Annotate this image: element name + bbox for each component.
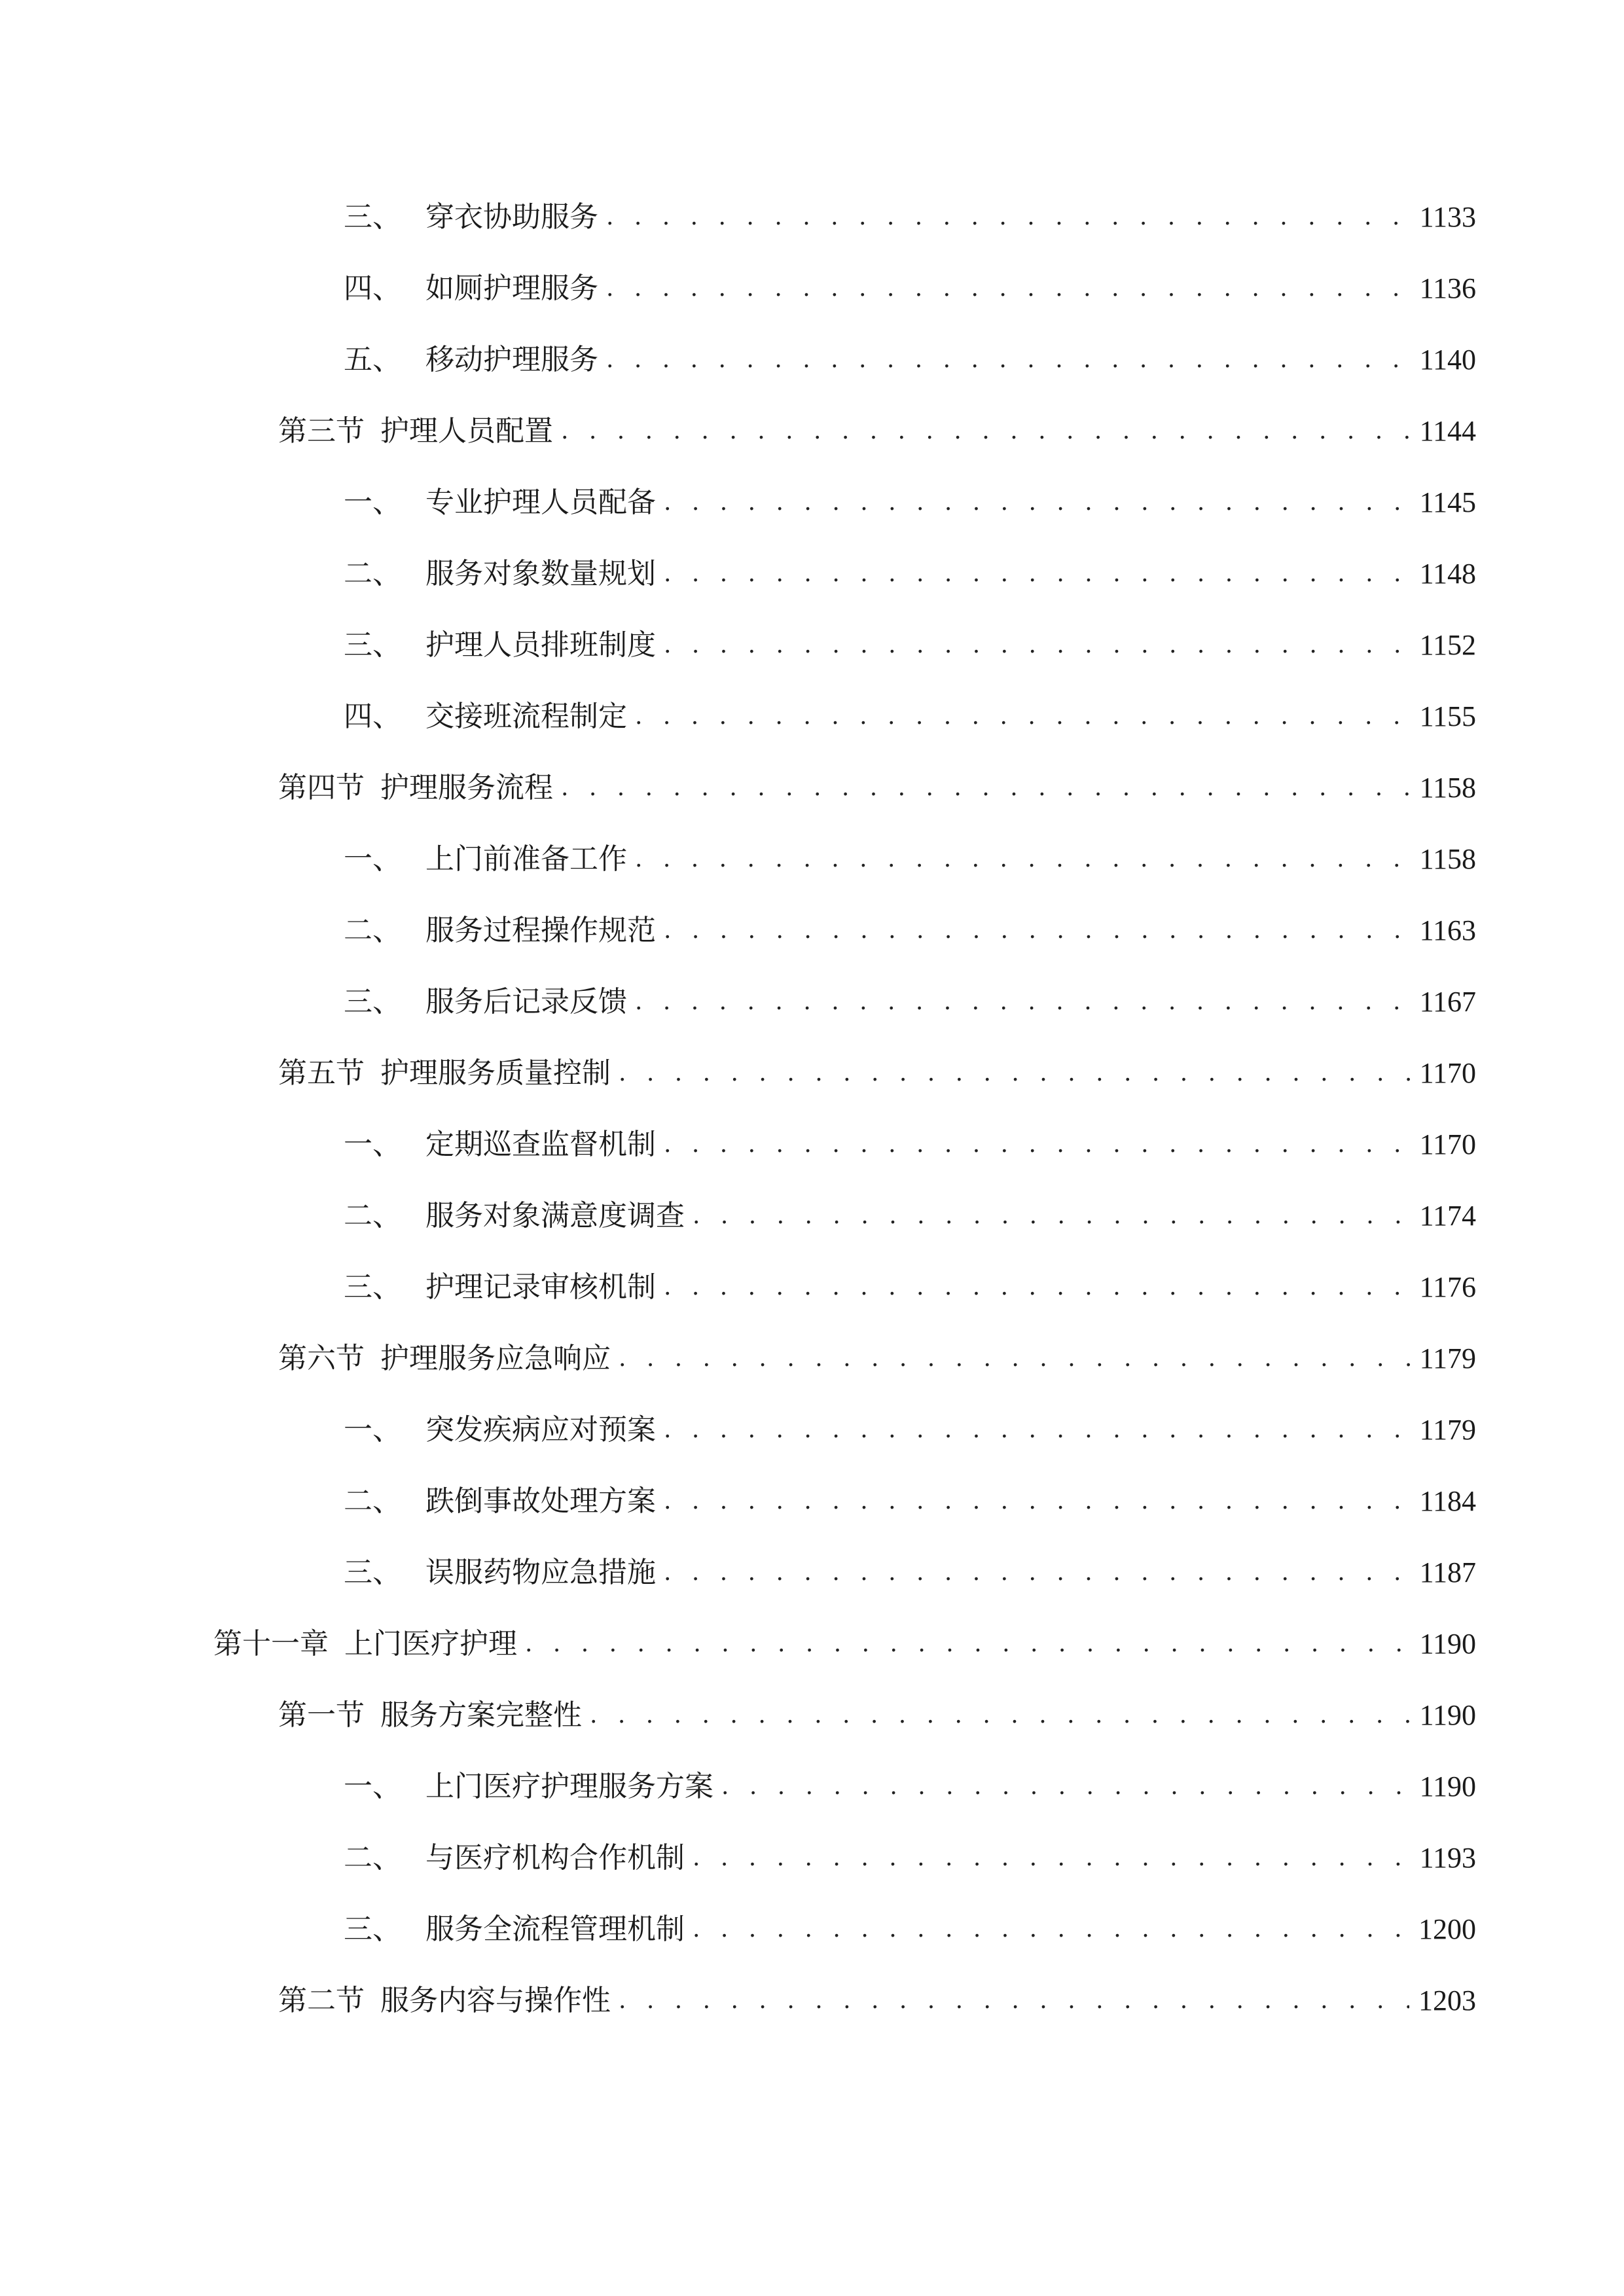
toc-dot-leader	[664, 619, 1411, 672]
toc-page-number: 1190	[1419, 1699, 1476, 1731]
toc-page-number: 1179	[1419, 1342, 1476, 1374]
toc-entry[interactable]	[278, 1047, 1476, 1100]
toc-entry-number: 五、	[344, 343, 401, 376]
toc-entry-number: 二、	[344, 914, 401, 947]
toc-entry-title: 服务对象数量规划	[425, 557, 656, 590]
toc-entry[interactable]	[344, 1761, 1476, 1813]
toc-entry[interactable]	[344, 262, 1476, 315]
toc-entry-title: 与医疗机构合作机制	[425, 1841, 685, 1874]
toc-page-number: 1200	[1418, 1913, 1476, 1945]
toc-page-number: 1158	[1419, 843, 1476, 875]
toc-entry[interactable]	[344, 548, 1476, 600]
toc-entry-number: 第五节	[278, 1056, 365, 1090]
toc-dot-leader	[693, 1190, 1411, 1242]
toc-page-number: 1184	[1419, 1485, 1476, 1517]
toc-entry[interactable]	[344, 1903, 1476, 1956]
toc-entry[interactable]	[278, 1975, 1476, 2027]
toc-dot-leader	[721, 1761, 1411, 1813]
toc-entry[interactable]	[344, 1190, 1476, 1242]
toc-entry-title: 上门医疗护理	[344, 1627, 517, 1660]
toc-dot-leader	[635, 976, 1411, 1028]
toc-entry-title: 护理记录审核机制	[425, 1270, 656, 1304]
toc-entry[interactable]	[344, 476, 1476, 529]
toc-page-number: 1179	[1419, 1414, 1476, 1446]
toc-dot-leader	[664, 476, 1411, 529]
toc-dot-leader	[525, 1618, 1411, 1670]
toc-page-number: 1155	[1419, 700, 1476, 732]
toc-entry[interactable]	[344, 1832, 1476, 1884]
toc-entry[interactable]	[344, 1547, 1476, 1599]
toc-dot-leader	[561, 405, 1411, 457]
toc-entry-number: 第一节	[278, 1698, 365, 1732]
toc-entry-number: 三、	[344, 1912, 401, 1946]
toc-entry-title: 跌倒事故处理方案	[425, 1484, 656, 1518]
toc-dot-leader	[606, 191, 1411, 243]
toc-page-number: 1203	[1418, 1984, 1476, 2017]
toc-dot-leader	[619, 1975, 1409, 2027]
toc-dot-leader	[619, 1047, 1411, 1100]
toc-entry-number: 一、	[344, 842, 401, 876]
toc-entry-title: 误服药物应急措施	[425, 1556, 656, 1589]
toc-entry-number: 四、	[344, 700, 401, 733]
toc-dot-leader	[635, 833, 1411, 886]
toc-entry[interactable]	[344, 619, 1476, 672]
toc-entry-title: 护理服务流程	[380, 771, 553, 804]
toc-entry[interactable]	[344, 191, 1476, 243]
toc-entry[interactable]	[344, 976, 1476, 1028]
toc-entry-number: 三、	[344, 200, 401, 234]
toc-page-number: 1174	[1419, 1200, 1476, 1232]
toc-entry-title: 上门前准备工作	[425, 842, 627, 876]
toc-entry-title: 护理人员配置	[380, 414, 553, 448]
toc-entry[interactable]	[278, 405, 1476, 457]
toc-entry[interactable]	[278, 1333, 1476, 1385]
toc-page-number: 1140	[1419, 344, 1476, 376]
toc-page-number: 1144	[1419, 415, 1476, 447]
toc-dot-leader	[606, 262, 1411, 315]
toc-page-number: 1136	[1419, 272, 1476, 304]
toc-entry-title: 服务内容与操作性	[380, 1984, 611, 2017]
toc-entry[interactable]	[344, 1261, 1476, 1314]
toc-dot-leader	[664, 1475, 1411, 1528]
toc-entry-title: 服务方案完整性	[380, 1698, 582, 1732]
toc-entry[interactable]	[344, 905, 1476, 957]
toc-entry-number: 三、	[344, 985, 401, 1018]
toc-dot-leader	[606, 334, 1411, 386]
toc-entry-number: 三、	[344, 628, 401, 662]
toc-page-number: 1176	[1419, 1271, 1476, 1303]
toc-entry-number: 第二节	[278, 1984, 365, 2017]
toc-entry[interactable]	[278, 1689, 1476, 1742]
toc-entry-title: 护理服务应急响应	[380, 1342, 611, 1375]
toc-entry-title: 突发疾病应对预案	[425, 1413, 656, 1446]
toc-dot-leader	[664, 1119, 1411, 1171]
toc-entry-number: 一、	[344, 486, 401, 519]
toc-entry-number: 一、	[344, 1128, 401, 1161]
toc-entry-title: 上门医疗护理服务方案	[425, 1770, 713, 1803]
toc-page-number: 1193	[1419, 1842, 1476, 1874]
toc-entry[interactable]	[344, 1404, 1476, 1456]
toc-page-number: 1133	[1419, 201, 1476, 233]
toc-entry-title: 交接班流程制定	[425, 700, 627, 733]
toc-dot-leader	[664, 548, 1411, 600]
toc-entry[interactable]	[344, 334, 1476, 386]
toc-dot-leader	[664, 1261, 1411, 1314]
toc-page-number: 1152	[1419, 629, 1476, 661]
toc-entry-number: 三、	[344, 1270, 401, 1304]
toc-entry[interactable]	[344, 1475, 1476, 1528]
toc-entry-title: 护理服务质量控制	[380, 1056, 611, 1090]
toc-dot-leader	[693, 1903, 1409, 1956]
toc-entry-number: 二、	[344, 1484, 401, 1518]
toc-page-number: 1190	[1419, 1628, 1476, 1660]
toc-page-number: 1170	[1419, 1128, 1476, 1160]
toc-entry-title: 专业护理人员配备	[425, 486, 656, 519]
toc-dot-leader	[693, 1832, 1411, 1884]
toc-entry[interactable]	[344, 833, 1476, 886]
toc-page-number: 1145	[1419, 486, 1476, 518]
toc-entry-number: 第六节	[278, 1342, 365, 1375]
toc-entry-title: 服务过程操作规范	[425, 914, 656, 947]
toc-entry-number: 二、	[344, 557, 401, 590]
toc-page-number: 1163	[1419, 914, 1476, 946]
toc-entry-number: 二、	[344, 1841, 401, 1874]
toc-entry-number: 三、	[344, 1556, 401, 1589]
toc-dot-leader	[664, 1547, 1411, 1599]
toc-entry-title: 服务对象满意度调查	[425, 1199, 685, 1232]
toc-entry[interactable]	[344, 691, 1476, 743]
toc-entry[interactable]	[344, 1119, 1476, 1171]
toc-entry-number: 第十一章	[213, 1627, 329, 1660]
toc-entry-title: 护理人员排班制度	[425, 628, 656, 662]
toc-page-number: 1190	[1419, 1770, 1476, 1803]
toc-dot-leader	[561, 762, 1411, 814]
toc-entry-title: 如厕护理服务	[425, 272, 598, 305]
toc-dot-leader	[664, 905, 1411, 957]
toc-entry-number: 一、	[344, 1770, 401, 1803]
toc-entry-title: 服务全流程管理机制	[425, 1912, 685, 1946]
toc-dot-leader	[619, 1333, 1411, 1385]
toc-dot-leader	[664, 1404, 1411, 1456]
toc-entry-number: 第四节	[278, 771, 365, 804]
toc-entry[interactable]	[278, 762, 1476, 814]
toc-dot-leader	[590, 1689, 1411, 1742]
toc-page-number: 1187	[1419, 1556, 1476, 1588]
toc-entry-number: 第三节	[278, 414, 365, 448]
toc-entry-number: 四、	[344, 272, 401, 305]
toc-entry-title: 服务后记录反馈	[425, 985, 627, 1018]
toc-page-number: 1167	[1419, 986, 1476, 1018]
toc-entry-number: 一、	[344, 1413, 401, 1446]
toc-page-number: 1148	[1419, 558, 1476, 590]
toc-page-number: 1170	[1419, 1057, 1476, 1089]
toc-entry[interactable]	[213, 1618, 1476, 1670]
toc-dot-leader	[635, 691, 1411, 743]
toc-entry-title: 穿衣协助服务	[425, 200, 598, 234]
toc-page-number: 1158	[1419, 772, 1476, 804]
toc-entry-title: 定期巡查监督机制	[425, 1128, 656, 1161]
toc-entry-title: 移动护理服务	[425, 343, 598, 376]
toc-entry-number: 二、	[344, 1199, 401, 1232]
